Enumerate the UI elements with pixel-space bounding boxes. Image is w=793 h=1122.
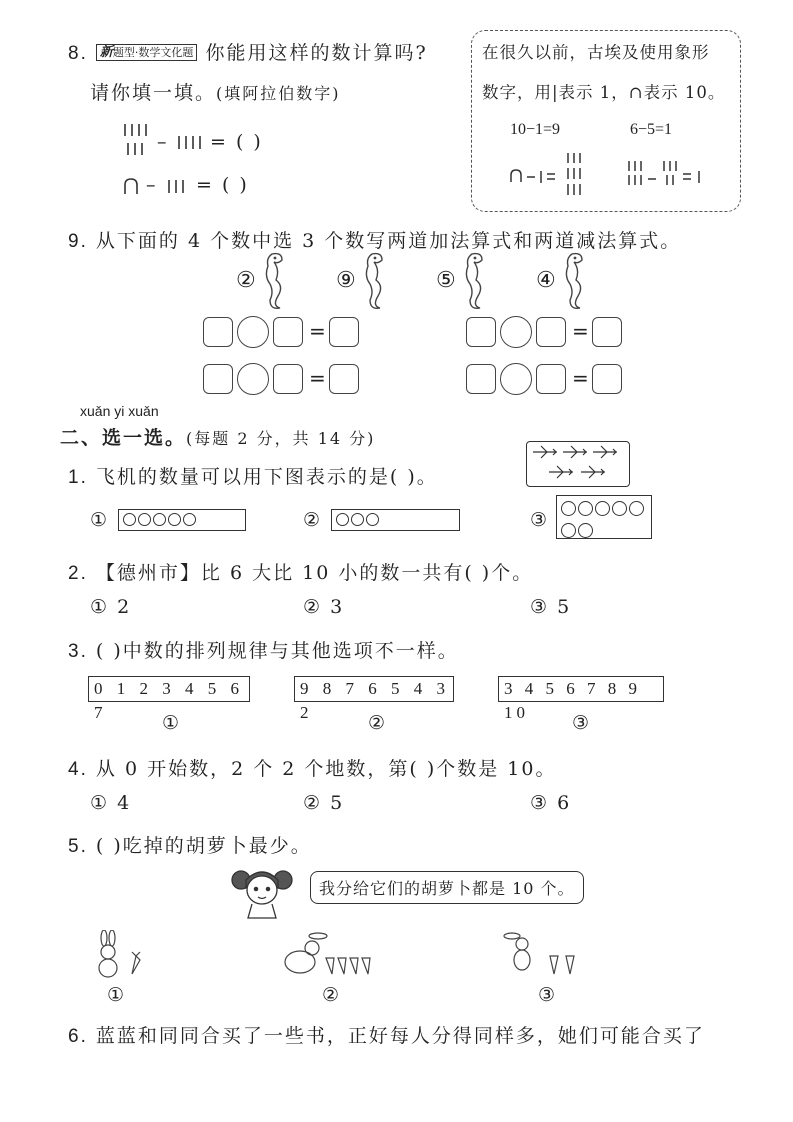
operator-circle[interactable]	[237, 363, 269, 395]
answer-box[interactable]	[329, 364, 359, 394]
question-text: 飞机的数量可以用下图表示的是( )。	[95, 466, 438, 488]
hint-text: (填阿拉伯数字)	[216, 84, 341, 103]
number-card: ④	[536, 268, 556, 293]
option-1-label[interactable]: ①	[90, 509, 110, 531]
egyptian-number-three	[166, 178, 196, 200]
equation-template-sub-2	[466, 363, 626, 397]
answer-box[interactable]	[273, 364, 303, 394]
answer-box[interactable]	[329, 317, 359, 347]
answer-box[interactable]	[592, 364, 622, 394]
seahorse-icon	[560, 250, 590, 312]
question-text: 从 0 开始数，2 个 2 个地数，第( )个数是 10。	[95, 758, 557, 780]
answer-blank-1[interactable]: = ( )	[210, 131, 263, 153]
info-text-line2: 数字，用|表示 1，∩表示 10。	[482, 83, 726, 102]
egyptian-info-box	[471, 30, 741, 212]
section-title: 二、选一选。	[60, 427, 187, 449]
egyptian-equation-icon	[626, 149, 726, 199]
option-3[interactable]: ③ 5	[530, 596, 572, 618]
answer-box[interactable]	[203, 317, 233, 347]
seahorse-icon	[260, 250, 290, 312]
option-1[interactable]: ①	[107, 984, 127, 1006]
question-number: 6.	[68, 1026, 88, 1047]
equals-sign: =	[309, 366, 326, 390]
info-equation-1: 10−1=9	[510, 121, 561, 138]
speech-bubble: 我分给它们的胡萝卜都是 10 个。	[310, 871, 584, 904]
option-1[interactable]: ① 2	[90, 596, 132, 618]
airplane-icons	[527, 442, 627, 484]
question-number: 4.	[68, 759, 88, 780]
question-8-line1	[68, 38, 428, 65]
option-2[interactable]: ②	[322, 984, 342, 1006]
question-text: 你能用这样的数计算吗?	[205, 42, 428, 64]
option-2[interactable]: ② 3	[303, 596, 345, 618]
question-number: 3.	[68, 641, 88, 662]
seahorse-number-row	[236, 250, 656, 314]
option-1[interactable]: ① 4	[90, 792, 132, 814]
question-number: 8.	[68, 43, 88, 64]
rabbit-2-icon	[274, 930, 384, 980]
egyptian-number-seven	[122, 122, 182, 162]
sequence-box-3: 3 4 5 6 7 8 9 10	[498, 676, 664, 702]
answer-box[interactable]	[203, 364, 233, 394]
option-1[interactable]: ①	[162, 712, 182, 734]
equals-sign: =	[572, 366, 589, 390]
equals-sign: =	[309, 319, 326, 343]
equation-template-add-2	[203, 363, 363, 397]
option-3-circles[interactable]	[556, 495, 652, 539]
mc-question-1	[68, 462, 438, 489]
seahorse-icon	[360, 250, 390, 312]
question-text: ( )中数的排列规律与其他选项不一样。	[95, 640, 459, 662]
operator-circle[interactable]	[500, 363, 532, 395]
egyptian-arch-icon	[122, 176, 144, 196]
operator-circle[interactable]	[500, 316, 532, 348]
option-3[interactable]: ③ 6	[530, 792, 572, 814]
section-heading	[60, 423, 375, 450]
airplane-picture	[526, 441, 630, 487]
egyptian-number-ten	[122, 176, 144, 200]
answer-box[interactable]	[592, 317, 622, 347]
option-2-label[interactable]: ②	[303, 509, 323, 531]
egyptian-number-four	[176, 134, 212, 156]
number-card: ⑤	[436, 268, 456, 293]
minus-sign: –	[157, 131, 169, 153]
minus-sign: –	[146, 174, 158, 196]
question-text: 蓝蓝和同同合买了一些书，正好每人分得同样多，她们可能合买了	[95, 1025, 705, 1047]
question-text: ( )吃掉的胡萝卜最少。	[95, 835, 312, 857]
question-8-line2	[90, 78, 341, 105]
operator-circle[interactable]	[237, 316, 269, 348]
option-3[interactable]: ③	[572, 712, 592, 734]
option-2[interactable]: ② 5	[303, 792, 345, 814]
sequence-box-2: 9 8 7 6 5 4 3 2	[294, 676, 454, 702]
question-type-tag: 新题型·数学文化题	[96, 44, 198, 61]
girl-icon	[230, 862, 310, 920]
mc-question-2	[68, 558, 533, 585]
option-1-circles[interactable]	[118, 509, 246, 531]
option-3[interactable]: ③	[538, 984, 558, 1006]
seahorse-icon	[460, 250, 490, 312]
section-score: (每题 2 分，共 14 分)	[186, 429, 376, 448]
egyptian-strokes-icon	[166, 178, 196, 196]
info-equation-2: 6−5=1	[630, 121, 673, 138]
info-egyptian-equation-1	[508, 149, 608, 209]
egyptian-strokes-icon	[176, 134, 212, 152]
info-egyptian-equation-2	[626, 149, 726, 203]
option-3-label[interactable]: ③	[530, 509, 550, 531]
number-card: ⑨	[336, 268, 356, 293]
answer-blank-2[interactable]: = ( )	[196, 174, 249, 196]
answer-box[interactable]	[273, 317, 303, 347]
answer-box[interactable]	[466, 317, 496, 347]
option-2[interactable]: ②	[368, 712, 388, 734]
mc-question-3	[68, 636, 459, 663]
info-text-line1: 在很久以前，古埃及使用象形	[482, 43, 710, 62]
question-9-line	[68, 226, 681, 253]
sequence-box-1: 0 1 2 3 4 5 6 7	[88, 676, 250, 702]
mc-question-6	[68, 1021, 705, 1048]
egyptian-equation-icon	[508, 149, 608, 205]
answer-box[interactable]	[466, 364, 496, 394]
question-text: 请你填一填。	[90, 82, 217, 104]
number-card: ②	[236, 268, 256, 293]
mc-question-5	[68, 831, 312, 858]
question-number: 1.	[68, 467, 88, 488]
equation-template-sub-1	[466, 316, 626, 350]
question-number: 5.	[68, 836, 88, 857]
question-text: 从下面的 4 个数中选 3 个数写两道加法算式和两道减法算式。	[95, 230, 682, 252]
equals-sign: =	[572, 319, 589, 343]
question-number: 9.	[68, 231, 88, 252]
section-pinyin: xuǎn yi xuǎn	[80, 403, 159, 419]
answer-box[interactable]	[536, 364, 566, 394]
equation-template-add-1	[203, 316, 363, 350]
egyptian-strokes-icon	[122, 122, 162, 162]
question-text: 【德州市】比 6 大比 10 小的数一共有( )个。	[95, 562, 534, 584]
rabbit-3-icon	[500, 930, 590, 978]
mc-question-4	[68, 754, 556, 781]
rabbit-1-icon	[92, 930, 152, 980]
answer-box[interactable]	[536, 317, 566, 347]
option-2-circles[interactable]	[331, 509, 460, 531]
question-number: 2.	[68, 563, 88, 584]
